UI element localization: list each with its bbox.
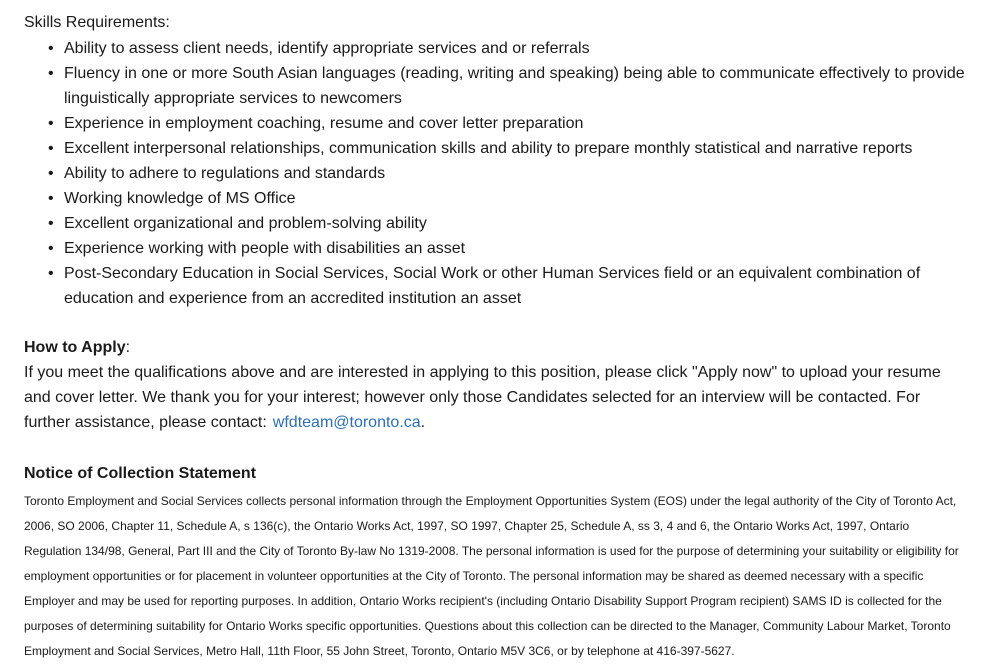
list-item-text: Fluency in one or more South Asian languages (reading, writing and speaking) being able to communicate effectively to provide linguistically appropriate services to newcomers xyxy=(64,65,965,107)
list-item-text: Ability to adhere to regulations and standards xyxy=(64,165,386,182)
list-item-text: Excellent organizational and problem-solving ability xyxy=(64,215,427,232)
how-to-apply-trailing: . xyxy=(420,414,426,431)
bullet-icon: • xyxy=(48,65,54,82)
how-to-apply-body xyxy=(24,360,954,435)
skills-list xyxy=(24,36,984,311)
bullet-icon: • xyxy=(48,215,54,232)
how-to-apply-section xyxy=(24,337,984,435)
bullet-icon: • xyxy=(48,165,54,182)
notice-body: Toronto Employment and Social Services collects personal information through the Employment Opportunities System (EOS) under the legal authority of the City of Toronto Act, 2006, SO 2006, Chapter 11, Schedule A, s 136(c), the Ontario Works Act, 1997, SO 1997, Chapter 25, Schedule A, ss 3, 4 and 6, the Ontario Works Act, 1997, Ontario Regulation 134/98, General, Part III and the City of Toronto By-law No 1319-2008. The personal information is used for the purpose of determining your suitability or eligibility for employment opportunities or for placement in volunteer opportunities at the City of Toronto. The personal information may be shared as deemed necessary with a specific Employer and may be used for reporting purposes. In addition, Ontario Works recipient's (including Ontario Disability Support Program recipient) SAMS ID is collected for the purposes of determining suitability for Ontario Works specific opportunities. Questions about this collection can be directed to the Manager, Community Labour Market, Toronto Employment and Social Services, Metro Hall, 11th Floor, 55 John Street, Toronto, Ontario M5V 3C6, or by telephone at 416-397-5627. xyxy=(24,494,959,658)
bullet-icon: • xyxy=(48,140,54,157)
bullet-icon: • xyxy=(48,240,54,257)
skills-heading: Skills Requirements: xyxy=(24,14,170,31)
list-item xyxy=(48,36,984,61)
list-item-text: Experience in employment coaching, resume and cover letter preparation xyxy=(64,115,584,132)
list-item-text: Working knowledge of MS Office xyxy=(64,190,296,207)
how-to-apply-colon: : xyxy=(125,339,131,356)
list-item xyxy=(48,111,984,136)
skills-section xyxy=(24,12,984,311)
list-item xyxy=(48,211,984,236)
list-item xyxy=(48,136,984,161)
how-to-apply-title: How to Apply xyxy=(24,339,126,356)
how-to-apply-text: If you meet the qualifications above and are interested in applying to this position, please click "Apply now" to upload your resume and cover letter. We thank you for your interest; however only those Candidates selected for an interview will be contacted. For further assistance, please contact: xyxy=(24,364,941,431)
bullet-icon: • xyxy=(48,190,54,207)
contact-email-link[interactable]: wfdteam@toronto.ca xyxy=(272,414,421,431)
bullet-icon: • xyxy=(48,265,54,282)
list-item xyxy=(48,186,984,211)
list-item xyxy=(48,236,984,261)
list-item-text: Experience working with people with disabilities an asset xyxy=(64,240,466,257)
list-item xyxy=(48,261,984,311)
bullet-icon: • xyxy=(48,40,54,57)
list-item-text: Excellent interpersonal relationships, communication skills and ability to prepare monthly statistical and narrative reports xyxy=(64,140,913,157)
list-item xyxy=(48,61,984,111)
list-item xyxy=(48,161,984,186)
list-item-text: Ability to assess client needs, identify appropriate services and or referrals xyxy=(64,40,590,57)
notice-title: Notice of Collection Statement xyxy=(24,465,257,482)
bullet-icon: • xyxy=(48,115,54,132)
notice-section xyxy=(24,463,984,664)
list-item-text: Post-Secondary Education in Social Services, Social Work or other Human Services field or an equivalent combination of education and experience from an accredited institution an asset xyxy=(64,265,921,307)
how-to-apply-heading xyxy=(24,337,984,359)
